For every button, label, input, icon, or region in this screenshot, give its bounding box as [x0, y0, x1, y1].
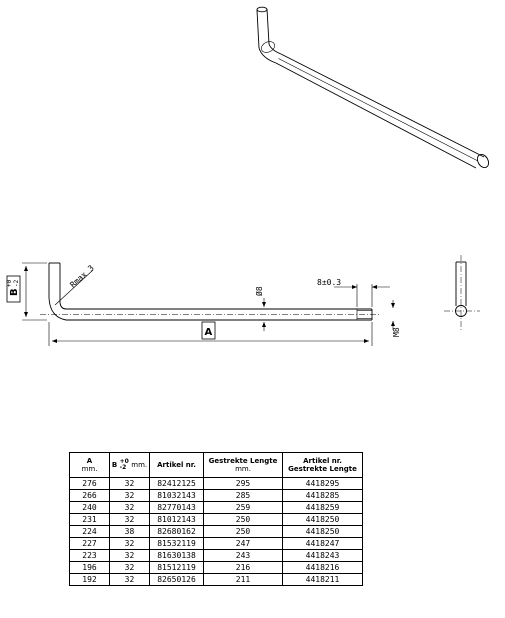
cell-artikel-gl: 4418295	[283, 478, 363, 490]
cell-artikel-gl: 4418216	[283, 562, 363, 574]
header-b-tolerance	[120, 459, 129, 471]
thread-annotation	[392, 300, 401, 337]
cell-gestrekte-lengte: 295	[204, 478, 283, 490]
dimension-a	[49, 322, 372, 346]
cell-artikel-gl: 4418259	[283, 502, 363, 514]
cell-artikel-gl: 4418211	[283, 574, 363, 586]
cell-b: 32	[110, 574, 150, 586]
cell-a: 224	[70, 526, 110, 538]
cell-artikel: 82650126	[150, 574, 204, 586]
cell-gestrekte-lengte: 250	[204, 514, 283, 526]
header-b-tol-lower: -2	[119, 464, 127, 471]
cell-a: 192	[70, 574, 110, 586]
cell-artikel: 81012143	[150, 514, 204, 526]
cell-b: 32	[110, 502, 150, 514]
cell-artikel-gl: 4418243	[283, 550, 363, 562]
radius-annotation	[55, 263, 96, 305]
dimension-b	[6, 263, 47, 320]
cell-b: 32	[110, 490, 150, 502]
cell-b: 32	[110, 514, 150, 526]
specification-table	[69, 452, 363, 586]
table-row	[70, 490, 363, 502]
dim-b-label: B	[9, 288, 20, 296]
cell-gestrekte-lengte: 211	[204, 574, 283, 586]
table-row	[70, 478, 363, 490]
cell-artikel: 81630138	[150, 550, 204, 562]
isometric-rod-view	[257, 7, 491, 169]
header-gestrekte-lengte	[204, 453, 283, 478]
cell-artikel: 82680162	[150, 526, 204, 538]
table-row	[70, 514, 363, 526]
header-artikel	[150, 453, 204, 478]
table-header-row	[70, 453, 363, 478]
dim-b-tol-lower: -2	[13, 279, 20, 287]
header-gl-main: Gestrekte Lengte	[208, 457, 278, 465]
thread-length-dimension	[317, 278, 390, 307]
cell-artikel: 81532119	[150, 538, 204, 550]
cell-artikel: 82770143	[150, 502, 204, 514]
header-a	[70, 453, 110, 478]
thread-label: M8	[392, 327, 401, 337]
cell-b: 38	[110, 526, 150, 538]
cell-b: 32	[110, 478, 150, 490]
cell-b: 32	[110, 562, 150, 574]
table-row	[70, 574, 363, 586]
header-b-main: B	[111, 461, 118, 469]
cell-gestrekte-lengte: 250	[204, 526, 283, 538]
table-row	[70, 538, 363, 550]
cell-gestrekte-lengte: 285	[204, 490, 283, 502]
header-b	[110, 453, 150, 478]
cell-artikel-gl: 4418250	[283, 514, 363, 526]
header-a-unit: mm.	[81, 465, 98, 473]
thread-length-label: 8±0.3	[317, 278, 342, 287]
cell-a: 266	[70, 490, 110, 502]
dim-b-tol-upper: +0	[6, 279, 13, 287]
cell-gestrekte-lengte: 243	[204, 550, 283, 562]
header-gl-unit: mm.	[235, 465, 251, 473]
radius-label: Rmax 3	[68, 263, 96, 290]
cell-artikel-gl: 4418285	[283, 490, 363, 502]
cell-b: 32	[110, 550, 150, 562]
cell-a: 196	[70, 562, 110, 574]
cell-artikel: 82412125	[150, 478, 204, 490]
cell-a: 276	[70, 478, 110, 490]
diameter-label: Ø8	[255, 286, 264, 296]
table-row	[70, 502, 363, 514]
cell-artikel-gl: 4418250	[283, 526, 363, 538]
header-agl-main: Artikel nr.	[303, 457, 342, 465]
header-a-main: A	[86, 457, 93, 465]
cell-a: 231	[70, 514, 110, 526]
cell-a: 240	[70, 502, 110, 514]
header-artikel-gestrekte	[283, 453, 363, 478]
header-b-tol-upper: +0	[119, 458, 129, 465]
end-view	[444, 255, 480, 332]
header-agl-sub: Gestrekte Lengte	[288, 465, 357, 473]
cell-artikel-gl: 4418247	[283, 538, 363, 550]
cell-artikel: 81512119	[150, 562, 204, 574]
table-row	[70, 562, 363, 574]
dim-a-label: A	[204, 327, 213, 338]
table-row	[70, 526, 363, 538]
header-b-unit: mm.	[131, 461, 148, 469]
cell-artikel: 81032143	[150, 490, 204, 502]
cell-gestrekte-lengte: 247	[204, 538, 283, 550]
cell-a: 227	[70, 538, 110, 550]
cell-gestrekte-lengte: 216	[204, 562, 283, 574]
table-row	[70, 550, 363, 562]
header-artikel-main: Artikel nr.	[157, 461, 196, 469]
cell-gestrekte-lengte: 259	[204, 502, 283, 514]
cell-b: 32	[110, 538, 150, 550]
cell-a: 223	[70, 550, 110, 562]
